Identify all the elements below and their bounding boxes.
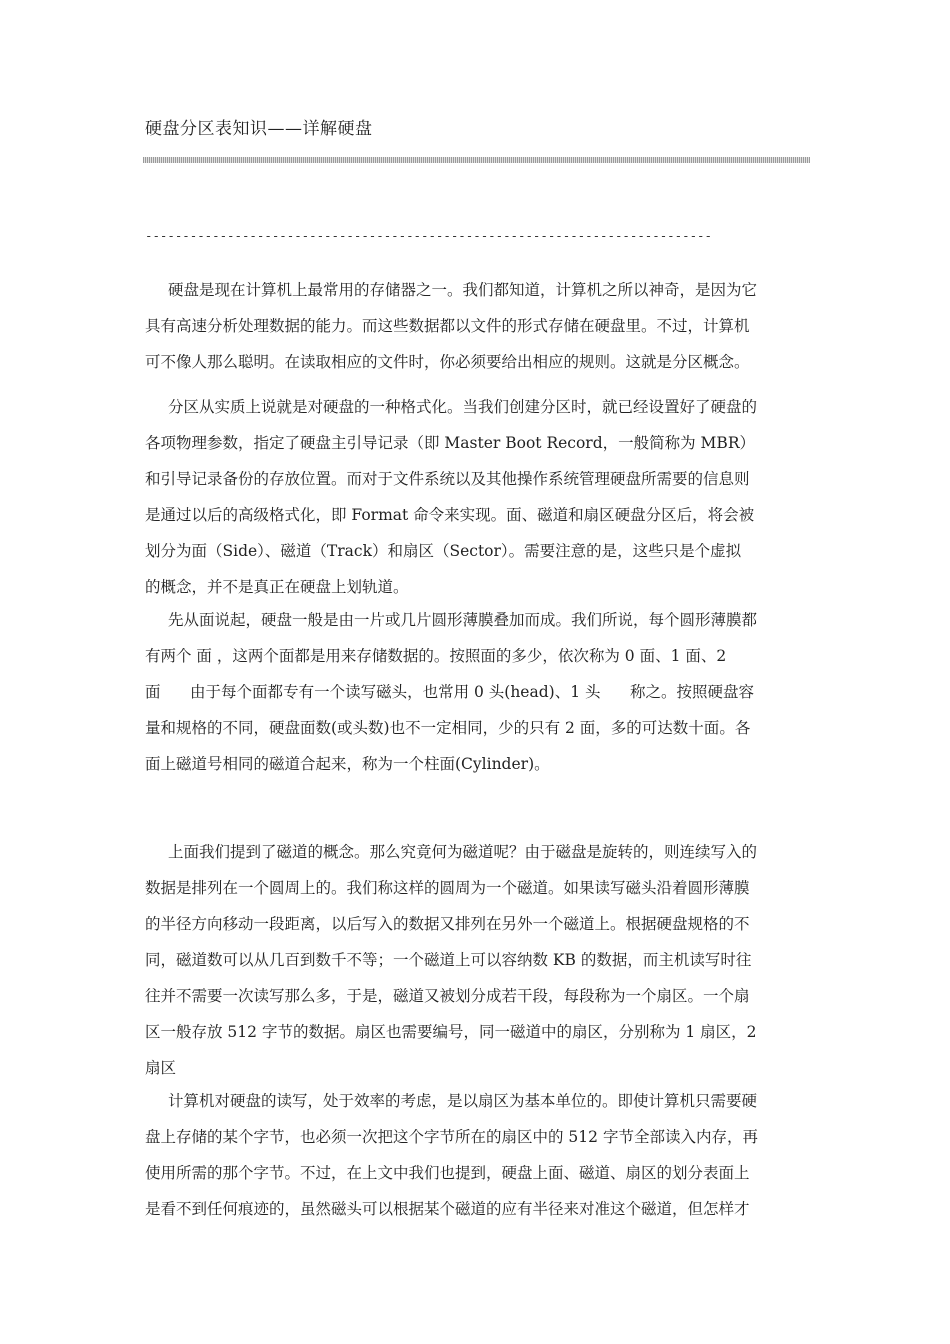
- paragraph-line: 往并不需要一次读写那么多，于是，磁道又被划分成若干段，每段称为一个扇区。一个扇: [145, 987, 750, 1005]
- paragraph-line: 同，磁道数可以从几百到数千不等；一个磁道上可以容纳数 KB 的数据，而主机读写时往: [145, 951, 752, 969]
- paragraph-sides: [145, 602, 810, 782]
- document-title: 硬盘分区表知识——详解硬盘: [145, 119, 373, 139]
- paragraph-line: 使用所需的那个字节。不过，在上文中我们也提到，硬盘上面、磁道、扇区的划分表面上: [145, 1164, 750, 1182]
- paragraph-partition: [145, 389, 810, 605]
- paragraph-line: 分区从实质上说就是对硬盘的一种格式化。当我们创建分区时，就已经设置好了硬盘的: [168, 398, 758, 416]
- paragraph-line: 区一般存放 512 字节的数据。扇区也需要编号，同一磁道中的扇区，分别称为 1 扇区，2: [145, 1023, 757, 1041]
- paragraph-line: 盘上存储的某个字节，也必须一次把这个字节所在的扇区中的 512 字节全部读入内存，再: [145, 1128, 758, 1146]
- paragraph-line: 面 由于每个面都专有一个读写磁头，也常用 0 头(head)、1 头 称之。按照硬盘容: [145, 683, 755, 701]
- paragraph-line: 划分为面（Side）、磁道（Track）和扇区（Sector）。需要注意的是，这些只是个虚拟: [145, 542, 742, 560]
- paragraph-line: 扇区: [145, 1059, 177, 1077]
- paragraph-line: 先从面说起，硬盘一般是由一片或几片圆形薄膜叠加而成。我们所说，每个圆形薄膜都: [168, 611, 758, 629]
- paragraph-line: 硬盘是现在计算机上最常用的存储器之一。我们都知道，计算机之所以神奇，是因为它: [168, 281, 758, 299]
- paragraph-line: 和引导记录备份的存放位置。而对于文件系统以及其他操作系统管理硬盘所需要的信息则: [145, 470, 750, 488]
- paragraph-line: 的半径方向移动一段距离，以后写入的数据又排列在另外一个磁道上。根据硬盘规格的不: [145, 915, 750, 933]
- paragraph-line: 面上磁道号相同的磁道合起来，称为一个柱面(Cylinder)。: [145, 755, 550, 773]
- paragraph-tracks: [145, 834, 810, 1086]
- paragraph-line: 的概念，并不是真正在硬盘上划轨道。: [145, 578, 409, 596]
- paragraph-line: 是通过以后的高级格式化，即 Format 命令来实现。面、磁道和扇区硬盘分区后，将会被: [145, 506, 755, 524]
- dashed-divider: ----------------------------------------------------------------------------: [145, 228, 712, 243]
- paragraph-line: 是看不到任何痕迹的，虽然磁头可以根据某个磁道的应有半径来对准这个磁道，但怎样才: [145, 1200, 750, 1218]
- paragraph-line: 具有高速分析处理数据的能力。而这些数据都以文件的形式存储在硬盘里。不过，计算机: [145, 317, 750, 335]
- paragraph-line: 各项物理参数，指定了硬盘主引导记录（即 Master Boot Record，一般简称为 MBR）: [145, 434, 755, 452]
- paragraph-line: 量和规格的不同，硬盘面数(或头数)也不一定相同，少的只有 2 面，多的可达数十面。各: [145, 719, 751, 737]
- paragraph-line: 有两个 面 ，这两个面都是用来存储数据的。按照面的多少，依次称为 0 面、1 面、2: [145, 647, 727, 665]
- paragraph-line: 计算机对硬盘的读写，处于效率的考虑，是以扇区为基本单位的。即使计算机只需要硬: [168, 1092, 758, 1110]
- paragraph-line: 可不像人那么聪明。在读取相应的文件时，你必须要给出相应的规则。这就是分区概念。: [145, 353, 750, 371]
- paragraph-sectors: [145, 1083, 810, 1227]
- paragraph-line: 上面我们提到了磁道的概念。那么究竟何为磁道呢？由于磁盘是旋转的，则连续写入的: [168, 843, 758, 861]
- paragraph-intro: [145, 272, 810, 380]
- hatched-divider: [143, 157, 810, 163]
- paragraph-line: 数据是排列在一个圆周上的。我们称这样的圆周为一个磁道。如果读写磁头沿着圆形薄膜: [145, 879, 750, 897]
